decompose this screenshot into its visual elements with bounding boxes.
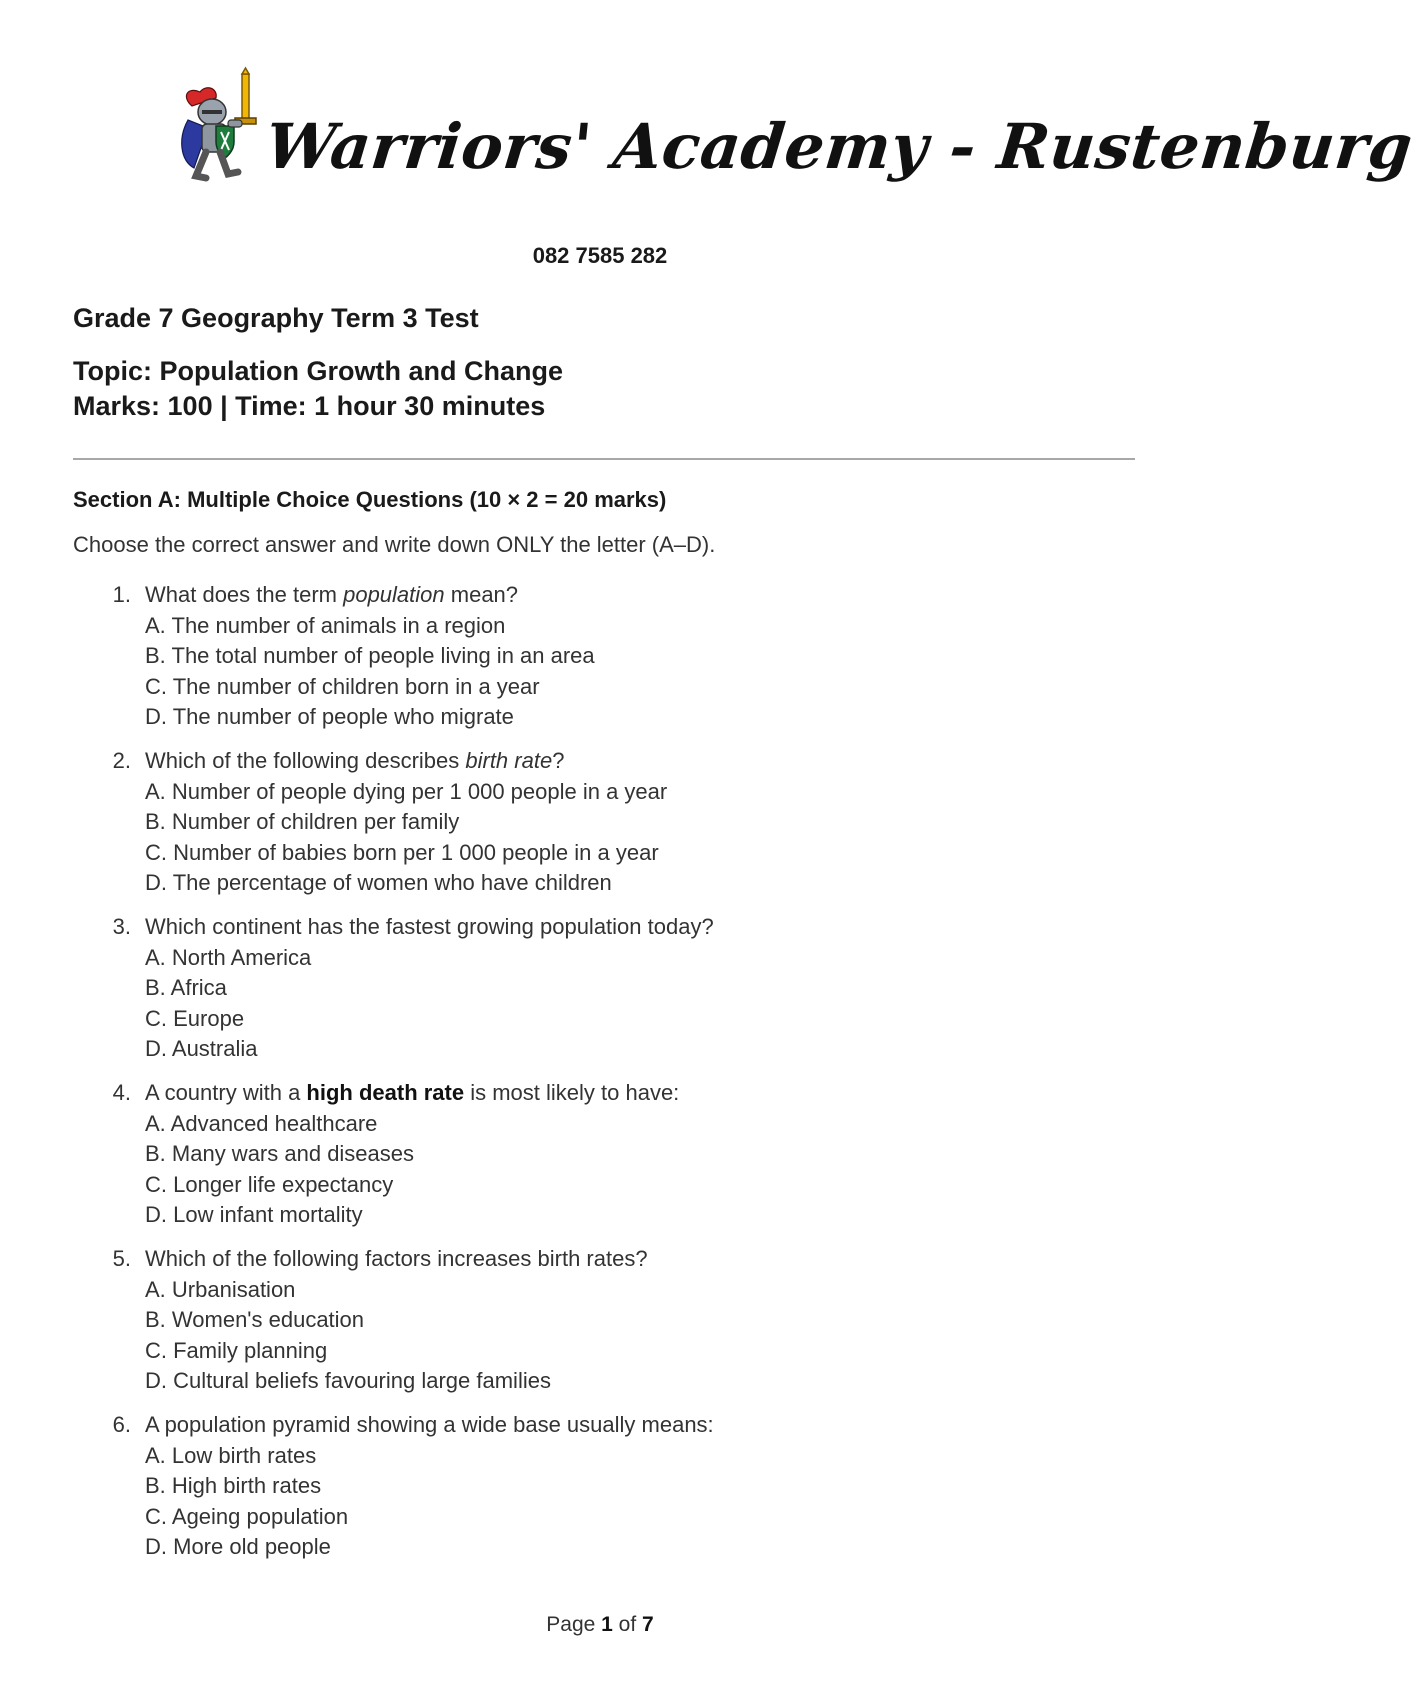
italic-term: population: [343, 582, 445, 607]
option-b: B. Women's education: [145, 1307, 365, 1332]
question-stem: Which of the following describes birth rate?: [145, 748, 565, 773]
page-current: 1: [601, 1613, 613, 1636]
option-a: A. The number of animals in a region: [145, 612, 506, 638]
logo-wordmark: Warriors' Academy - Rustenburg: [262, 110, 1416, 183]
question-number: 5.: [112, 1246, 131, 1271]
option-d: D. Australia: [145, 1036, 258, 1061]
option-d: D. The number of people who migrate: [145, 704, 514, 729]
marks-time-line: Marks: 100 | Time: 1 hour 30 minutes: [73, 391, 546, 421]
option-c: C. Ageing population: [145, 1503, 349, 1529]
option-c: C. Europe: [145, 1005, 245, 1031]
option-a: A. Urbanisation: [145, 1276, 296, 1302]
question-stem: A country with a high death rate is most likely to have:: [145, 1080, 680, 1105]
question-number: 6.: [112, 1412, 131, 1437]
option-d: D. The percentage of women who have children: [145, 870, 612, 895]
question-number: 4.: [112, 1080, 131, 1105]
option-b: B. Number of children per family: [145, 809, 460, 834]
test-info: [73, 354, 563, 424]
question-stem: What does the term population mean?: [145, 582, 519, 607]
option-a: A. Number of people dying per 1 000 people in a year: [145, 778, 668, 804]
question-stem: Which of the following factors increases birth rates?: [145, 1246, 648, 1271]
section-heading: Section A: Multiple Choice Questions (10 × 2 = 20 marks): [73, 487, 667, 512]
option-c: C. Family planning: [145, 1337, 328, 1363]
option-c: C. Number of babies born per 1 000 people in a year: [145, 839, 659, 865]
option-b: B. The total number of people living in an area: [145, 643, 595, 668]
bold-term: high death rate: [306, 1080, 465, 1105]
question-stem: A population pyramid showing a wide base usually means:: [145, 1412, 714, 1437]
option-d: D. More old people: [145, 1534, 331, 1559]
option-b: B. High birth rates: [145, 1473, 322, 1498]
italic-term: birth rate: [465, 748, 553, 773]
topic-line: Topic: Population Growth and Change: [73, 356, 563, 386]
page-footer: Page 1 of 7: [546, 1613, 654, 1636]
option-a: A. Low birth rates: [145, 1442, 317, 1468]
question-number: 1.: [112, 582, 131, 607]
phone-number: 082 7585 282: [532, 243, 668, 268]
question-number: 3.: [112, 914, 131, 939]
page-total: 7: [642, 1613, 654, 1636]
option-a: A. North America: [145, 944, 312, 970]
question-stem: Which continent has the fastest growing population today?: [145, 914, 714, 939]
option-d: D. Cultural beliefs favouring large families: [145, 1368, 551, 1393]
option-d: D. Low infant mortality: [145, 1202, 363, 1227]
knight-mascot-icon: [178, 68, 268, 198]
option-c: C. Longer life expectancy: [145, 1171, 394, 1197]
test-title: Grade 7 Geography Term 3 Test: [73, 303, 479, 333]
option-b: B. Many wars and diseases: [145, 1141, 415, 1166]
option-a: A. Advanced healthcare: [145, 1110, 378, 1136]
option-b: B. Africa: [145, 975, 227, 1000]
divider: [73, 458, 1135, 460]
option-c: C. The number of children born in a year: [145, 673, 540, 699]
question-number: 2.: [112, 748, 131, 773]
school-logo: [178, 68, 1416, 228]
section-instruction: Choose the correct answer and write down ONLY the letter (A–D).: [73, 532, 716, 557]
